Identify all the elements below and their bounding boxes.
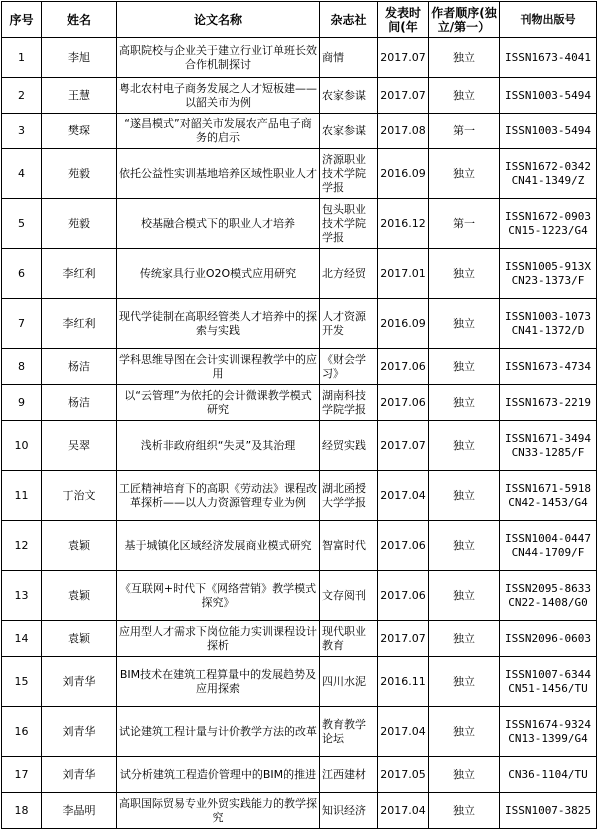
magazine-cell: 教育教学论坛	[320, 707, 378, 757]
issn-line: CN36-1104/TU	[508, 767, 588, 781]
issn-cell	[500, 249, 597, 299]
issn-cell	[500, 38, 597, 78]
magazine-cell: 现代职业教育	[320, 621, 378, 657]
paper-title-cell: 浅析非政府组织“失灵”及其治理	[117, 421, 320, 471]
header-row	[2, 2, 597, 38]
magazine-cell: 湖北函授大学学报	[320, 471, 378, 521]
paper-title-cell: 《互联网+时代下《网络营销》教学模式探究》	[117, 571, 320, 621]
row-number: 12	[2, 521, 42, 571]
table-row	[2, 707, 597, 757]
issn-cell	[500, 471, 597, 521]
magazine-cell: 北方经贸	[320, 249, 378, 299]
table-row	[2, 657, 597, 707]
publish-date-cell: 2017.04	[378, 793, 429, 829]
publication-table	[1, 1, 597, 829]
author-order-cell: 独立	[429, 521, 500, 571]
issn-cell	[500, 707, 597, 757]
issn-line: ISSN1673-4041	[504, 50, 592, 64]
issn-line: CN51-1456/TU	[508, 681, 588, 695]
paper-title-cell: 现代学徒制在高职经管类人才培养中的探索与实践	[117, 299, 320, 349]
magazine-cell: 四川水泥	[320, 657, 378, 707]
publish-date-cell: 2017.07	[378, 621, 429, 657]
magazine-cell: 经贸实践	[320, 421, 378, 471]
table-row	[2, 471, 597, 521]
issn-line: ISSN1007-6344	[504, 667, 592, 681]
table-row	[2, 349, 597, 385]
author-cell: 李红利	[42, 249, 117, 299]
issn-line: ISSN1673-4734	[504, 359, 592, 373]
publish-date-cell: 2017.05	[378, 757, 429, 793]
author-cell: 李旭	[42, 38, 117, 78]
row-number: 6	[2, 249, 42, 299]
table-row	[2, 149, 597, 199]
issn-line: CN42-1453/G4	[508, 495, 588, 509]
publish-date-cell: 2017.06	[378, 385, 429, 421]
issn-line: ISSN1673-2219	[504, 395, 592, 409]
issn-cell	[500, 114, 597, 149]
author-cell: 吴翠	[42, 421, 117, 471]
publish-date-cell: 2016.11	[378, 657, 429, 707]
magazine-cell: 农家参谋	[320, 114, 378, 149]
author-cell: 袁颖	[42, 621, 117, 657]
issn-line: CN13-1399/G4	[508, 731, 588, 745]
issn-line: ISSN1003-5494	[504, 88, 592, 102]
author-order-cell: 独立	[429, 349, 500, 385]
issn-line: CN23-1373/F	[511, 273, 585, 287]
row-number: 8	[2, 349, 42, 385]
issn-cell	[500, 657, 597, 707]
issn-cell	[500, 621, 597, 657]
issn-cell	[500, 78, 597, 114]
publish-date-cell: 2017.06	[378, 521, 429, 571]
header-order: 作者顺序(独立/第一）	[429, 2, 500, 38]
magazine-cell: 文存阅刊	[320, 571, 378, 621]
header-no: 序号	[2, 2, 42, 38]
row-number: 7	[2, 299, 42, 349]
row-number: 10	[2, 421, 42, 471]
author-cell: 袁颖	[42, 571, 117, 621]
row-number: 11	[2, 471, 42, 521]
author-order-cell: 独立	[429, 78, 500, 114]
row-number: 1	[2, 38, 42, 78]
issn-line: CN33-1285/F	[511, 445, 585, 459]
table-row	[2, 38, 597, 78]
author-order-cell: 独立	[429, 471, 500, 521]
row-number: 14	[2, 621, 42, 657]
table-row	[2, 114, 597, 149]
table-row	[2, 385, 597, 421]
issn-cell	[500, 421, 597, 471]
paper-title-cell: 高职国际贸易专业外贸实践能力的教学探究	[117, 793, 320, 829]
author-order-cell: 独立	[429, 793, 500, 829]
issn-cell	[500, 757, 597, 793]
author-cell: 樊琛	[42, 114, 117, 149]
paper-title-cell: 高职院校与企业关于建立行业订单班长效合作机制探讨	[117, 38, 320, 78]
magazine-cell: 湖南科技学院学报	[320, 385, 378, 421]
author-order-cell: 第一	[429, 199, 500, 249]
author-cell: 丁治文	[42, 471, 117, 521]
author-order-cell: 独立	[429, 757, 500, 793]
row-number: 18	[2, 793, 42, 829]
author-cell: 李晶明	[42, 793, 117, 829]
magazine-cell: 智富时代	[320, 521, 378, 571]
author-order-cell: 独立	[429, 657, 500, 707]
author-cell: 王慧	[42, 78, 117, 114]
author-cell: 苑毅	[42, 149, 117, 199]
row-number: 3	[2, 114, 42, 149]
row-number: 9	[2, 385, 42, 421]
publish-date-cell: 2016.09	[378, 299, 429, 349]
issn-line: ISSN1674-9324	[504, 717, 592, 731]
magazine-cell: 商情	[320, 38, 378, 78]
table-row	[2, 199, 597, 249]
table-row	[2, 757, 597, 793]
issn-line: CN22-1408/G0	[508, 595, 588, 609]
publish-date-cell: 2017.07	[378, 78, 429, 114]
paper-title-cell: BIM技术在建筑工程算量中的发展趋势及应用探索	[117, 657, 320, 707]
paper-title-cell: 以“云管理”为依托的会计微课教学模式研究	[117, 385, 320, 421]
issn-cell	[500, 385, 597, 421]
paper-title-cell: 试分析建筑工程造价管理中的BIM的推进	[117, 757, 320, 793]
author-order-cell: 独立	[429, 385, 500, 421]
author-order-cell: 独立	[429, 38, 500, 78]
author-order-cell: 独立	[429, 299, 500, 349]
issn-cell	[500, 149, 597, 199]
header-issn: 刊物出版号	[500, 2, 597, 38]
magazine-cell: 人才资源开发	[320, 299, 378, 349]
issn-line: CN41-1349/Z	[511, 173, 585, 187]
paper-title-cell: 传统家具行业O2O模式应用研究	[117, 249, 320, 299]
row-number: 17	[2, 757, 42, 793]
publish-date-cell: 2017.06	[378, 349, 429, 385]
issn-line: ISSN1004-0447	[504, 531, 592, 545]
magazine-cell: 江西建材	[320, 757, 378, 793]
publish-date-cell: 2017.07	[378, 421, 429, 471]
issn-line: ISSN1672-0342	[504, 159, 592, 173]
table-body	[2, 38, 597, 829]
paper-title-cell: 工匠精神培育下的高职《劳动法》课程改革探析——以人力资源管理专业为例	[117, 471, 320, 521]
row-number: 13	[2, 571, 42, 621]
table-row	[2, 521, 597, 571]
row-number: 4	[2, 149, 42, 199]
magazine-cell: 农家参谋	[320, 78, 378, 114]
paper-title-cell: “遂昌模式”对韶关市发展农产品电子商务的启示	[117, 114, 320, 149]
magazine-cell: 知识经济	[320, 793, 378, 829]
paper-title-cell: 依托公益性实训基地培养区域性职业人才	[117, 149, 320, 199]
author-cell: 袁颖	[42, 521, 117, 571]
table-row	[2, 78, 597, 114]
row-number: 5	[2, 199, 42, 249]
issn-line: ISSN1671-3494	[504, 431, 592, 445]
author-cell: 刘青华	[42, 707, 117, 757]
publish-date-cell: 2017.01	[378, 249, 429, 299]
row-number: 16	[2, 707, 42, 757]
table-row	[2, 571, 597, 621]
issn-cell	[500, 199, 597, 249]
author-order-cell: 独立	[429, 421, 500, 471]
header-magazine: 杂志社	[320, 2, 378, 38]
issn-line: CN44-1709/F	[511, 545, 585, 559]
magazine-cell: 《财会学习》	[320, 349, 378, 385]
paper-title-cell: 学科思维导图在会计实训课程教学中的应用	[117, 349, 320, 385]
author-order-cell: 独立	[429, 571, 500, 621]
table-row	[2, 421, 597, 471]
table-row	[2, 299, 597, 349]
issn-cell	[500, 299, 597, 349]
header-title: 论文名称	[117, 2, 320, 38]
issn-cell	[500, 349, 597, 385]
issn-line: ISSN1672-0903	[504, 209, 592, 223]
publish-date-cell: 2017.04	[378, 707, 429, 757]
table-row	[2, 621, 597, 657]
publish-date-cell: 2016.09	[378, 149, 429, 199]
magazine-cell: 济源职业技术学院学报	[320, 149, 378, 199]
row-number: 15	[2, 657, 42, 707]
issn-line: ISSN1003-1073	[504, 309, 592, 323]
header-author: 姓名	[42, 2, 117, 38]
paper-title-cell: 粤北农村电子商务发展之人才短板建——以韶关市为例	[117, 78, 320, 114]
author-cell: 刘青华	[42, 757, 117, 793]
author-cell: 杨洁	[42, 385, 117, 421]
issn-line: ISSN2096-0603	[504, 631, 592, 645]
author-cell: 杨洁	[42, 349, 117, 385]
paper-title-cell: 校基融合模式下的职业人才培养	[117, 199, 320, 249]
author-order-cell: 独立	[429, 249, 500, 299]
publish-date-cell: 2016.12	[378, 199, 429, 249]
row-number: 2	[2, 78, 42, 114]
table-row	[2, 793, 597, 829]
issn-line: ISSN1007-3825	[504, 803, 592, 817]
issn-line: ISSN1003-5494	[504, 124, 592, 137]
publish-date-cell: 2017.07	[378, 38, 429, 78]
issn-cell	[500, 793, 597, 829]
header-date: 发表时间(年	[378, 2, 429, 38]
magazine-cell: 包头职业技术学院学报	[320, 199, 378, 249]
publish-date-cell: 2017.04	[378, 471, 429, 521]
issn-line: ISSN1671-5918	[504, 481, 592, 495]
issn-line: CN15-1223/G4	[508, 223, 588, 237]
table-row	[2, 249, 597, 299]
author-order-cell: 独立	[429, 707, 500, 757]
issn-line: CN41-1372/D	[511, 323, 585, 337]
paper-title-cell: 应用型人才需求下岗位能力实训课程设计探析	[117, 621, 320, 657]
issn-cell	[500, 571, 597, 621]
issn-cell	[500, 521, 597, 571]
paper-title-cell: 基于城镇化区域经济发展商业模式研究	[117, 521, 320, 571]
author-order-cell: 独立	[429, 621, 500, 657]
publish-date-cell: 2017.08	[378, 114, 429, 149]
publish-date-cell: 2017.06	[378, 571, 429, 621]
author-cell: 刘青华	[42, 657, 117, 707]
author-order-cell: 第一	[429, 114, 500, 149]
author-order-cell: 独立	[429, 149, 500, 199]
author-cell: 苑毅	[42, 199, 117, 249]
issn-line: ISSN2095-8633	[504, 581, 592, 595]
author-cell: 李红利	[42, 299, 117, 349]
issn-line: ISSN1005-913X	[504, 259, 592, 273]
paper-title-cell: 试论建筑工程计量与计价教学方法的改革	[117, 707, 320, 757]
